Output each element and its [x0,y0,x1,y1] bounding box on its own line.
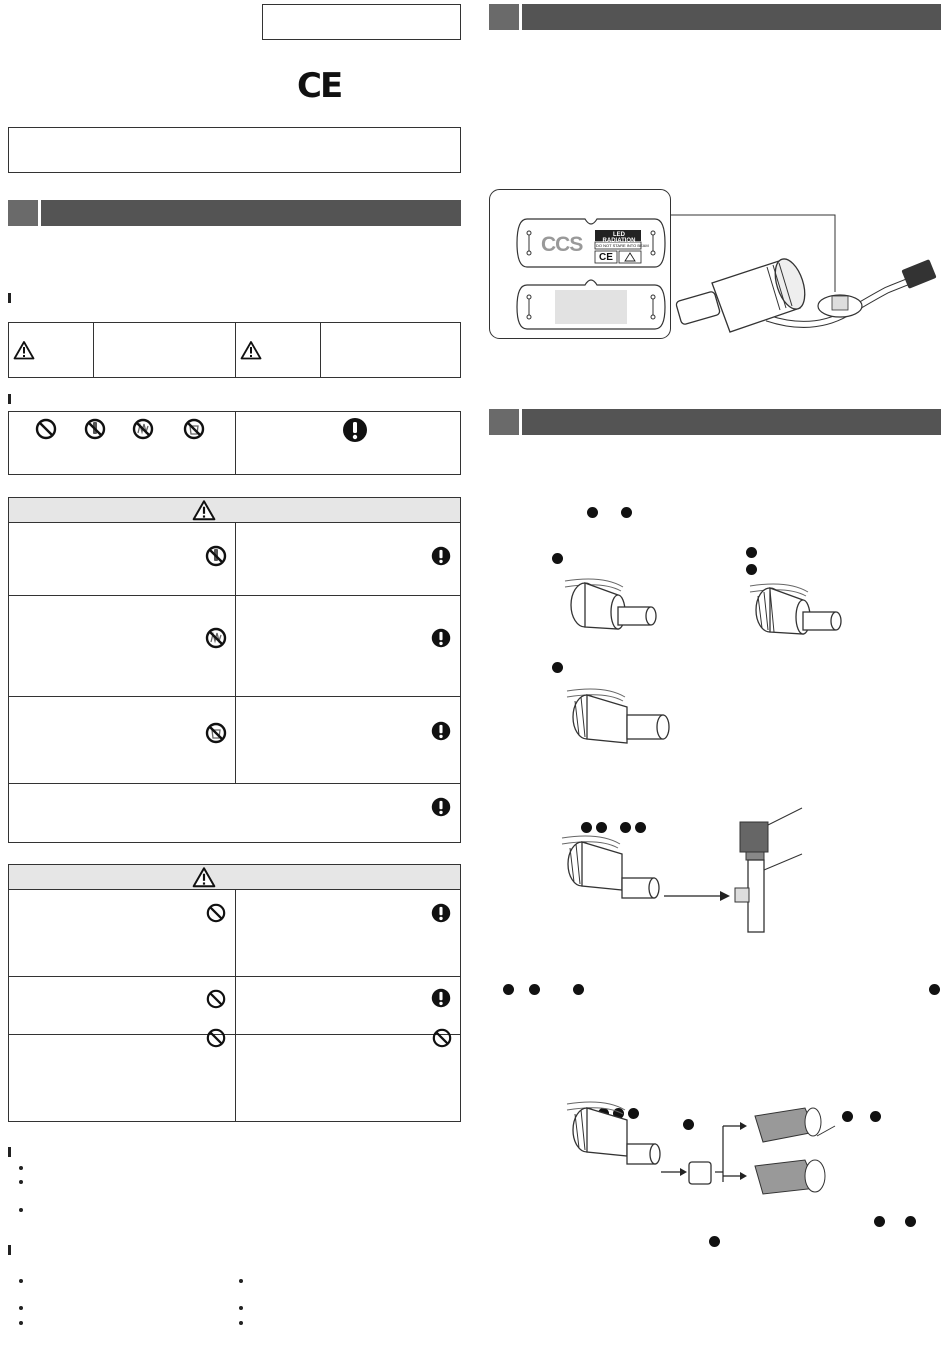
caution-triangle-icon [240,340,262,360]
subsection-marker [8,1245,11,1255]
step-marker [552,662,563,673]
model-number-box [262,4,461,40]
step-marker [870,1111,881,1122]
prohibition-icon [206,989,226,1009]
no-disassembly-icon [84,418,106,440]
warning-triangle-icon [192,866,216,888]
prohibition-icon [432,1028,452,1048]
no-water-icon [183,418,205,440]
mandatory-action-icon [431,628,451,648]
label-illustration [489,189,671,339]
step-marker [746,564,757,575]
step-marker [905,1216,916,1227]
light-head-variant-a [563,573,663,643]
subsection-marker [8,394,11,404]
light-head-variant-b [748,578,848,648]
step-marker [709,1236,720,1247]
no-wet-hands-icon [205,627,227,649]
no-disassembly-icon [205,545,227,567]
mandatory-action-icon [342,417,368,443]
prohibition-icon [35,418,57,440]
step-marker [529,984,540,995]
ce-mark: CE [297,66,342,106]
no-water-icon [205,722,227,744]
prohibition-icon [206,903,226,923]
mandatory-action-icon [431,546,451,566]
section-number [489,409,522,435]
warning-triangle-icon [192,499,216,521]
section-header-mounting [489,409,941,435]
led-radiation-text: DO NOT STARE INTO BEAM [596,243,649,248]
led-radiation-title: LED RADIATION [602,232,636,244]
step-marker [621,507,632,518]
mandatory-action-icon [431,988,451,1008]
section-header-safety [8,200,461,226]
ccs-logo: CCS [541,233,583,256]
step-marker [746,547,757,558]
step-marker [552,553,563,564]
subsection-marker [8,1147,11,1157]
ce-mark-small: CE [599,252,613,263]
caution-table-header [9,865,460,890]
prohibition-icon [206,1028,226,1048]
step-marker [503,984,514,995]
no-wet-hands-icon [132,418,154,440]
mandatory-action-icon [431,721,451,741]
mandatory-action-icon [431,903,451,923]
product-illustration [672,238,947,348]
step-marker [929,984,940,995]
section-number [8,200,41,226]
light-head-variant-c [565,683,675,758]
step-marker [587,507,598,518]
step-marker [874,1216,885,1227]
step-marker [573,984,584,995]
warning-table-header [9,498,460,523]
mandatory-action-icon [431,797,451,817]
notice-box [8,127,461,173]
section-header-label [489,4,941,30]
light-head-with-adapter [565,1096,845,1196]
warning-triangle-icon [13,340,35,360]
light-head-to-lens [560,830,820,935]
subsection-marker [8,293,11,303]
section-number [489,4,522,30]
